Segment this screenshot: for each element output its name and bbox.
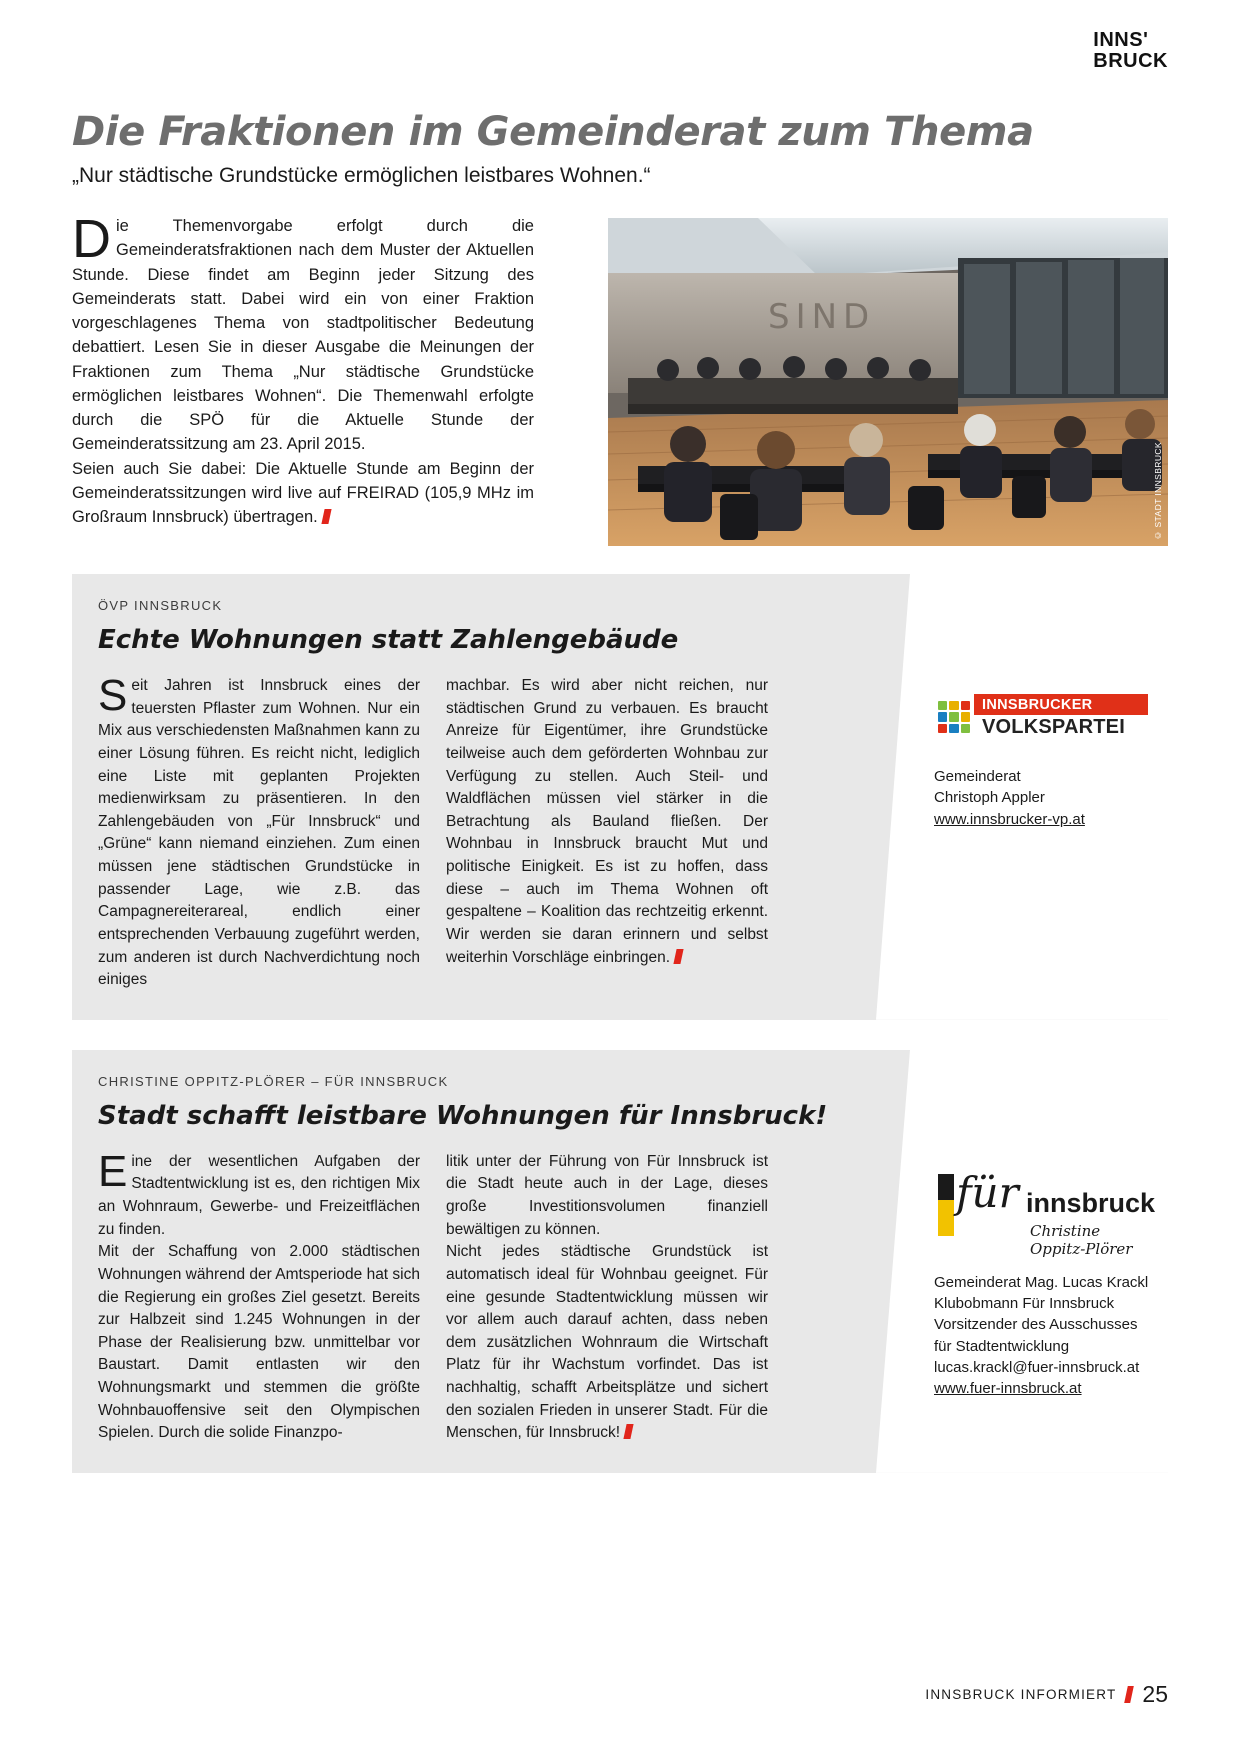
ovp-logo-line-1: INNSBRUCKER xyxy=(982,697,1093,713)
ovp-logo-line-2: VOLKSPARTEI xyxy=(974,715,1148,740)
signature-line: Klubobmann Für Innsbruck xyxy=(934,1295,1115,1313)
article-fi-column-2 xyxy=(446,1151,768,1445)
signature-line: Gemeinderat Mag. Lucas Krackl xyxy=(934,1273,1149,1291)
article-ovp-signature-lines xyxy=(934,766,1152,830)
article-ovp-title: Echte Wohnungen statt Zahlengebäude xyxy=(98,625,679,655)
end-mark-icon xyxy=(623,1424,633,1439)
photo-credit: © STADT INNSBRUCK xyxy=(1153,442,1163,541)
fuer-innsbruck-logo xyxy=(934,1167,1156,1258)
article-fi-dropcap: E xyxy=(98,1146,128,1196)
article-fi-col2-text: litik unter der Führung von Für Innsbruck ist die Stadt heute auch in der Lage, dieses große Investitionsvolumen finanziell bewältigen zu können. xyxy=(446,1152,768,1238)
article-fi-website-link[interactable]: www.fuer-innsbruck.at xyxy=(934,1380,1082,1398)
footer-label: INNSBRUCK INFORMIERT xyxy=(925,1687,1117,1702)
fi-logo-name: Christine Oppitz-Plörer xyxy=(1030,1221,1133,1258)
article-fi-signature-lines xyxy=(934,1272,1152,1400)
signature-line: Christoph Appler xyxy=(934,789,1045,807)
article-fi-col1-text-b: Mit der Schaffung von 2.000 städtischen Wohnungen während der Amtsperiode hat sich die Regierung ein großes Ziel gesetzt. Bereits zur Halbzeit sind 1.245 Wohnungen in der Phase der Realisierung bzw. unmittelbar vor Baustart. Damit entlasten wir den Wohnungsmarkt und stemmen die größte Wohnbauoffensive seit den Olympischen Spielen. Durch die solide Finanzpo- xyxy=(98,1243,420,1442)
masthead-line-2: BRUCK xyxy=(1093,50,1168,72)
article-fi-signature xyxy=(876,1167,1168,1400)
intro-dropcap: D xyxy=(72,209,111,269)
page-number: 25 xyxy=(1142,1681,1168,1707)
intro-text xyxy=(72,209,534,529)
article-fi-col1-text: ine der wesentlichen Aufgaben der Stadtentwicklung ist es, den richtigen Mix an Wohnraum, Gewerbe- und Freizeitflächen zu finden. xyxy=(98,1152,420,1238)
council-hall-photo xyxy=(608,218,1168,546)
page-footer xyxy=(925,1681,1168,1708)
masthead-line-1: INNS' xyxy=(1093,29,1149,51)
signature-line: Vorsitzender des Ausschusses xyxy=(934,1316,1138,1334)
svg-text:SIND: SIND xyxy=(768,297,876,337)
article-fi-title: Stadt schafft leistbare Wohnungen für Innsbruck! xyxy=(98,1100,828,1131)
signature-line: für Stadtentwicklung xyxy=(934,1337,1070,1355)
article-fi-column-1 xyxy=(98,1146,420,1445)
fi-logo-fuer: für xyxy=(956,1167,1019,1217)
photo-illustration xyxy=(608,218,1168,546)
page-content xyxy=(72,0,1168,1473)
article-ovp-signature xyxy=(876,694,1168,830)
article-ovp-kicker: ÖVP INNSBRUCK xyxy=(98,598,223,613)
page-subtitle: „Nur städtische Grundstücke ermöglichen leistbares Wohnen.“ xyxy=(72,164,651,187)
intro-body-2: Seien auch Sie dabei: Die Aktuelle Stunde am Beginn der Gemeinderatssitzungen wird live auf FREIRAD (105,9 MHz im Großraum Innsbruck) übertragen. xyxy=(72,459,534,526)
article-ovp-col1-text: eit Jahren ist Innsbruck eines der teuersten Pflaster zum Wohnen. Nur ein Mix aus verschiedensten Maßnahmen kann zu einer Lösung führen. Es reicht nicht, lediglich eine Liste mit geplanten Projekten medienwirksam zu präsentieren. In den Zahlengebäuden von „Für Innsbruck“ und „Grüne“ kann niemand einziehen. Zum einen müssen jene städtischen Grundstücke in passender Lage, wie z.B. das Campagnereiterareal, endlich einer entsprechenden Verbauung zugeführt werden, zum anderen ist durch Nachverdichtung noch einiges xyxy=(98,677,420,989)
fi-logo-innsbruck: innsbruck xyxy=(1026,1187,1156,1218)
intro-body: ie Themenvorgabe erfolgt durch die Gemeinderatsfraktionen nach dem Muster der Aktuellen Stunde. Diese findet am Beginn jeder Sitzung des Gemeinderats statt. Dabei wird ein von einer Fraktion vorgeschlagenes Thema von stadtpolitischer Bedeutung debattiert. Lesen Sie in dieser Ausgabe die Meinungen der Fraktionen zum Thema „Nur städtische Grundstücke ermöglichen leistbares Wohnen“. Die Themenwahl erfolgte durch die SPÖ für die Aktuelle Stunde der Gemeinderatssitzung am 23. April 2015. xyxy=(72,217,534,454)
article-fi-col2-text-b: Nicht jedes städtische Grundstück ist automatisch ideal für Wohnbau geeignet. Für eine gesunde Stadtentwicklung müssen wir vor allem auch darauf achten, dass neben dem zusätzlichen Wohnraum die Wirtschaft Platz für ihr Wachstum vorfindet. Das ist nachhaltig, schafft Arbeitsplätze und sichert den sozialen Frieden in unserer Stadt. Für die Menschen, für Innsbruck! xyxy=(446,1243,768,1442)
article-fi-email[interactable]: lucas.krackl@fuer-innsbruck.at xyxy=(934,1358,1140,1376)
article-ovp-column-2 xyxy=(446,675,768,992)
article-ovp xyxy=(72,574,1168,1020)
ovp-logo-text xyxy=(974,694,1148,740)
article-ovp-website-link[interactable]: www.innsbrucker-vp.at xyxy=(934,810,1085,828)
end-mark-icon xyxy=(321,509,331,524)
signature-line: Gemeinderat xyxy=(934,768,1021,785)
end-mark-icon xyxy=(673,949,683,964)
article-ovp-col2-text: machbar. Es wird aber nicht reichen, nur städtischen Grund zu verbauen. Es braucht Anreize für Eigentümer, ihre Grundstücke teilweise auch dem geförderten Wohnbau zur Verfügung zu stellen. Auch Steil- und Waldflächen müssen viel stärker in die Betrachtung als Bauland fließen. Der Wohnbau in Innsbruck braucht Mut und politische Einigkeit. Es ist zu hoffen, dass diese – auch im Thema Wohnen oft gespaltene – Koalition das rechtzeitig erkennt. Wir werden sie daran erinnern und selbst weiterhin Vorschläge einbringen. xyxy=(446,677,768,966)
intro-section xyxy=(72,209,1168,544)
page-title: Die Fraktionen im Gemeinderat zum Thema xyxy=(72,109,1034,155)
ovp-logo xyxy=(934,694,1148,740)
ovp-dots-icon xyxy=(934,694,974,740)
article-ovp-dropcap: S xyxy=(98,671,128,720)
footer-tick-icon xyxy=(1125,1686,1135,1703)
article-ovp-column-1 xyxy=(98,671,420,992)
article-fuer-innsbruck xyxy=(72,1050,1168,1473)
article-fi-kicker: CHRISTINE OPPITZ-PLÖRER – FÜR INNSBRUCK xyxy=(98,1073,449,1089)
fi-bar-icon xyxy=(938,1174,954,1236)
